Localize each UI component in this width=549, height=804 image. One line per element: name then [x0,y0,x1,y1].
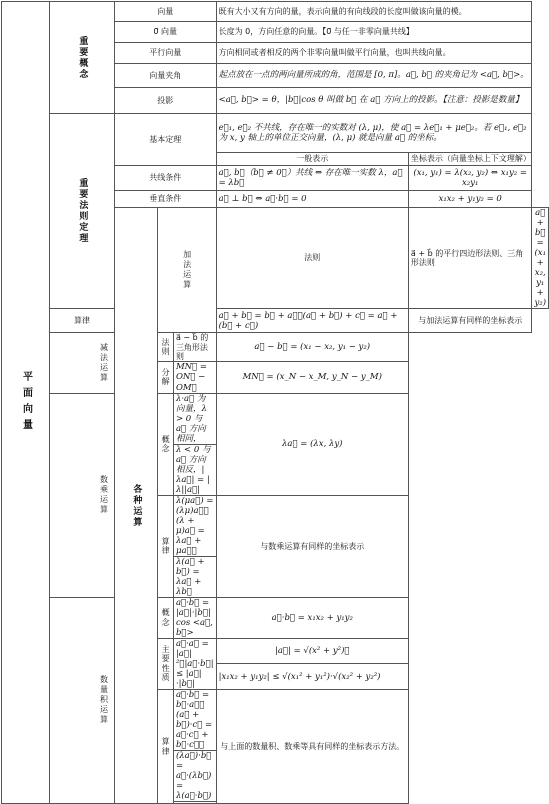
sub-rule-general: a⃗ − b⃗ 的三角形法则 [173,333,216,362]
concept-text: 方向相同或者相反的两个非零向量叫做平行向量，也叫共线向量。 [216,43,532,64]
dot-law-general-2: (λa⃗)·b⃗ = a⃗·(λb⃗) = λ(a⃗·b⃗) [173,751,216,802]
dot-concept: 概念 [158,597,174,638]
group-concepts: 重要概念 [50,2,115,114]
dot-law-coord: 与上面的数量积、数乘等具有同样的坐标表示方法。 [216,689,408,803]
add-law: 算律 [50,309,115,333]
group-theorems: 重要法则定理 [50,114,115,309]
mul-name: 数乘运算 [50,393,158,597]
group-operations: 各种运算 [114,208,157,804]
header-coordinate: 坐标表示（向量坐标上下文理解） [408,153,532,166]
summary-table [1,1,549,804]
mul-law-coord: 与数乘运算有同样的坐标表示 [216,495,408,597]
sub-rule-coord: a⃗ − b⃗ = (x₁ − x₂, y₁ − y₂) [216,333,408,362]
mul-law-general-1: λ(μa⃗) = (λμ)a⃗，(λ + μ)a⃗ = λa⃗ + μa⃗， [173,495,216,556]
mul-law-general-2: λ(a⃗ + b⃗) = λa⃗ + λb⃗ [173,556,216,597]
mul-concept-coord: λa⃗ = (λx, λy) [216,393,408,495]
perp-coord: x₁x₂ + y₁y₂ = 0 [408,191,532,208]
collinear-name: 共线条件 [114,166,216,191]
concept-name: 向量 [114,2,216,22]
concept-name: 0⃗ 向量 [114,22,216,43]
sub-rule: 法则 [158,333,174,362]
concept-name: 向量夹角 [114,64,216,88]
header-general: 一般表示 [216,153,408,166]
concept-text: <a⃗, b⃗> = θ，|b⃗|cos θ 叫做 b⃗ 在 a⃗ 方向上的投影。【注意：投影是数量】 [216,88,532,114]
mul-concept-general-2: λ < 0 与 a⃗ 方向相反，|λa⃗| = |λ||a⃗| [173,444,216,495]
concept-name: 平行向量 [114,43,216,64]
dot-prop-coord-2: |x₁x₂ + y₁y₂| ≤ √(x₁² + y₁²)·√(x₂² + y₂²) [216,664,408,690]
add-rule-general: a⃗ + b⃗ 的平行四边形法则、三角形法则 [408,208,532,309]
concept-text: 既有大小又有方向的量，表示向量的有向线段的长度叫做该向量的模。 [216,2,532,22]
dot-concept-coord: a⃗·b⃗ = x₁x₂ + y₁y₂ [216,597,408,638]
add-rule-coord: a⃗ + b⃗ = (x₁ + x₂, y₁ + y₂) [532,208,549,309]
root-label: 平面向量 [2,2,50,804]
add-law-general: a⃗ + b⃗ = b⃗ + a⃗，(a⃗ + b⃗) + c⃗ = a⃗ + (b⃗ + c⃗) [216,309,408,333]
collinear-general: a⃗, b⃗（b⃗ ≠ 0⃗）共线 ⇔ 存在唯一实数 λ，a⃗ = λb⃗ [216,166,408,191]
dot-concept-general: a⃗·b⃗ = |a⃗|·|b⃗| cos <a⃗, b⃗> [173,597,216,638]
dot-prop-coord-1: |a⃗| = √(x² + y²)， [216,638,408,664]
sub-name: 减法运算 [50,333,158,393]
add-rule: 法则 [216,208,408,309]
concept-name: 投影 [114,88,216,114]
dot-name: 数量积运算 [50,597,158,803]
concept-text: 长度为 0，方向任意的向量。【0⃗ 与任一非零向量共线】 [216,22,532,43]
dot-prop: 主要性质 [158,638,174,689]
add-law-coord: 与加法运算有同样的坐标表示 [408,309,532,333]
dot-law: 算律 [158,689,174,803]
mul-concept-general-1: λ·a⃗ 为向量，λ > 0 与 a⃗ 方向相同， [173,393,216,444]
dot-prop-general: a⃗·a⃗ = |a⃗|²，|a⃗·b⃗| ≤ |a⃗|·|b⃗| [173,638,216,689]
sub-dec: 分解 [158,362,174,393]
perp-name: 垂直条件 [114,191,216,208]
concept-text: 起点放在一点的两向量所成的角，范围是 [0, π]。a⃗, b⃗ 的夹角记为 <a⃗, b⃗>。 [216,64,532,88]
perp-general: a⃗ ⊥ b⃗ ⇔ a⃗·b⃗ = 0 [216,191,408,208]
add-name: 加法运算 [158,208,216,333]
collinear-coord: (x₁, y₁) = λ(x₂, y₂) ⇔ x₁y₂ = x₂y₁ [408,166,532,191]
dot-law-general-1: a⃗·b⃗ = b⃗·a⃗，(a⃗ + b⃗)·c⃗ = a⃗·c⃗ + b⃗·c⃗， [173,689,216,750]
sub-dec-coord: MN⃗ = (x_N − x_M, y_N − y_M) [216,362,408,393]
mul-law: 算律 [158,495,174,597]
basic-theorem-name: 基本定理 [114,114,216,166]
basic-theorem-text: e⃗₁, e⃗₂ 不共线，存在唯一的实数对 (λ, μ)，使 a⃗ = λe⃗₁ + μe⃗₂。若 e⃗₁, e⃗₂ 为 x, y 轴上的单位正交向量，(λ, μ) 就是向量 a⃗ 的坐标。 [216,114,532,153]
sub-dec-general: MN⃗ = ON⃗ − OM⃗ [173,362,216,393]
mul-concept: 概念 [158,393,174,495]
